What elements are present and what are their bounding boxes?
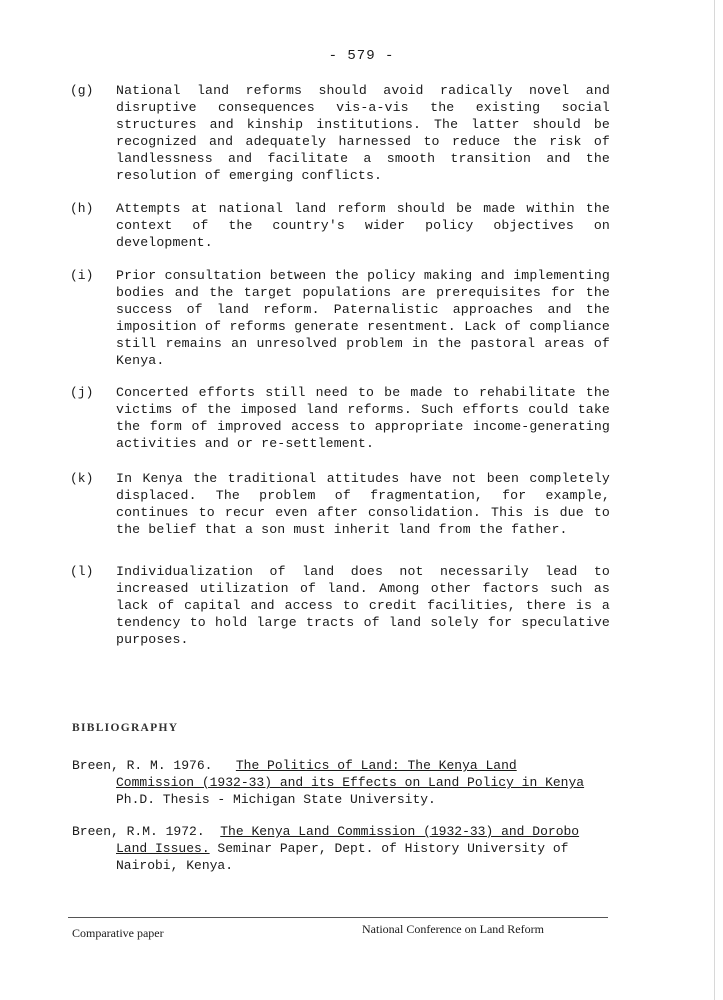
list-item-i (70, 267, 610, 369)
bib-title-continued: Commission (1932-33) and its Effects on Land Policy in Kenya (116, 775, 585, 790)
bib-details: Seminar Paper, Dept. of History University of (209, 841, 569, 856)
list-item-l (70, 563, 610, 648)
footer-divider (68, 917, 608, 918)
item-text: Individualization of land does not necessarily lead to increased utilization of land. Among other factors such as lack of capital and access to credit facilities, there is a tendency to hold large tracts of land solely for speculative purposes. (116, 564, 610, 647)
bib-title: The Kenya Land Commission (1932-33) and Dorobo (220, 824, 580, 839)
bib-title-continued: Land Issues. (116, 841, 210, 856)
item-label: (h) (70, 201, 94, 216)
bib-author: Breen, R. M. 1976. (72, 758, 213, 773)
list-item-g (70, 82, 610, 184)
item-text: Attempts at national land reform should be made within the context of the country's wider policy objectives on development. (116, 201, 610, 250)
page-number: - 579 - (328, 48, 395, 64)
item-label: (g) (70, 83, 94, 98)
item-text: Prior consultation between the policy making and implementing bodies and the target populations are prerequisites for the success of land reform. Paternalistic approaches and the imposition of reforms generate resentment. Lack of compliance still remains an unresolved problem in the pastoral areas of Kenya. (116, 268, 610, 368)
bib-title: The Politics of Land: The Kenya Land (235, 758, 517, 773)
bib-author: Breen, R.M. 1972. (72, 824, 205, 839)
item-text: Concerted efforts still need to be made to rehabilitate the victims of the imposed land reforms. Such efforts could take the form of improved access to appropriate income-generating activities and or re-settlement. (116, 385, 610, 451)
bib-details-continued: Nairobi, Kenya. (116, 858, 234, 873)
scan-margin-line (714, 0, 715, 1000)
bibliography-heading: BIBLIOGRAPHY (72, 722, 179, 734)
item-label: (i) (70, 268, 94, 283)
item-label: (k) (70, 471, 94, 486)
list-item-h (70, 200, 610, 251)
item-label: (j) (70, 385, 94, 400)
item-text: National land reforms should avoid radically novel and disruptive consequences vis-a-vis the existing social structures and kinship institutions. The latter should be recognized and adequately harnessed to reduce the risk of landlessness and facilitate a smooth transition and the resolution of emerging conflicts. (116, 83, 610, 183)
list-item-j (70, 384, 610, 452)
footer-left-text: Comparative paper (72, 926, 164, 940)
list-item-k (70, 470, 610, 538)
item-text: In Kenya the traditional attitudes have not been completely displaced. The problem of fragmentation, for example, continues to recur even after consolidation. This is due to the belief that a son must inherit land from the father. (116, 471, 610, 537)
footer-right-text: National Conference on Land Reform (362, 922, 544, 936)
bibliography-entry (72, 757, 602, 808)
item-label: (l) (70, 564, 94, 579)
bibliography-entry (72, 823, 602, 874)
bib-details: Ph.D. Thesis - Michigan State University. (116, 792, 436, 807)
